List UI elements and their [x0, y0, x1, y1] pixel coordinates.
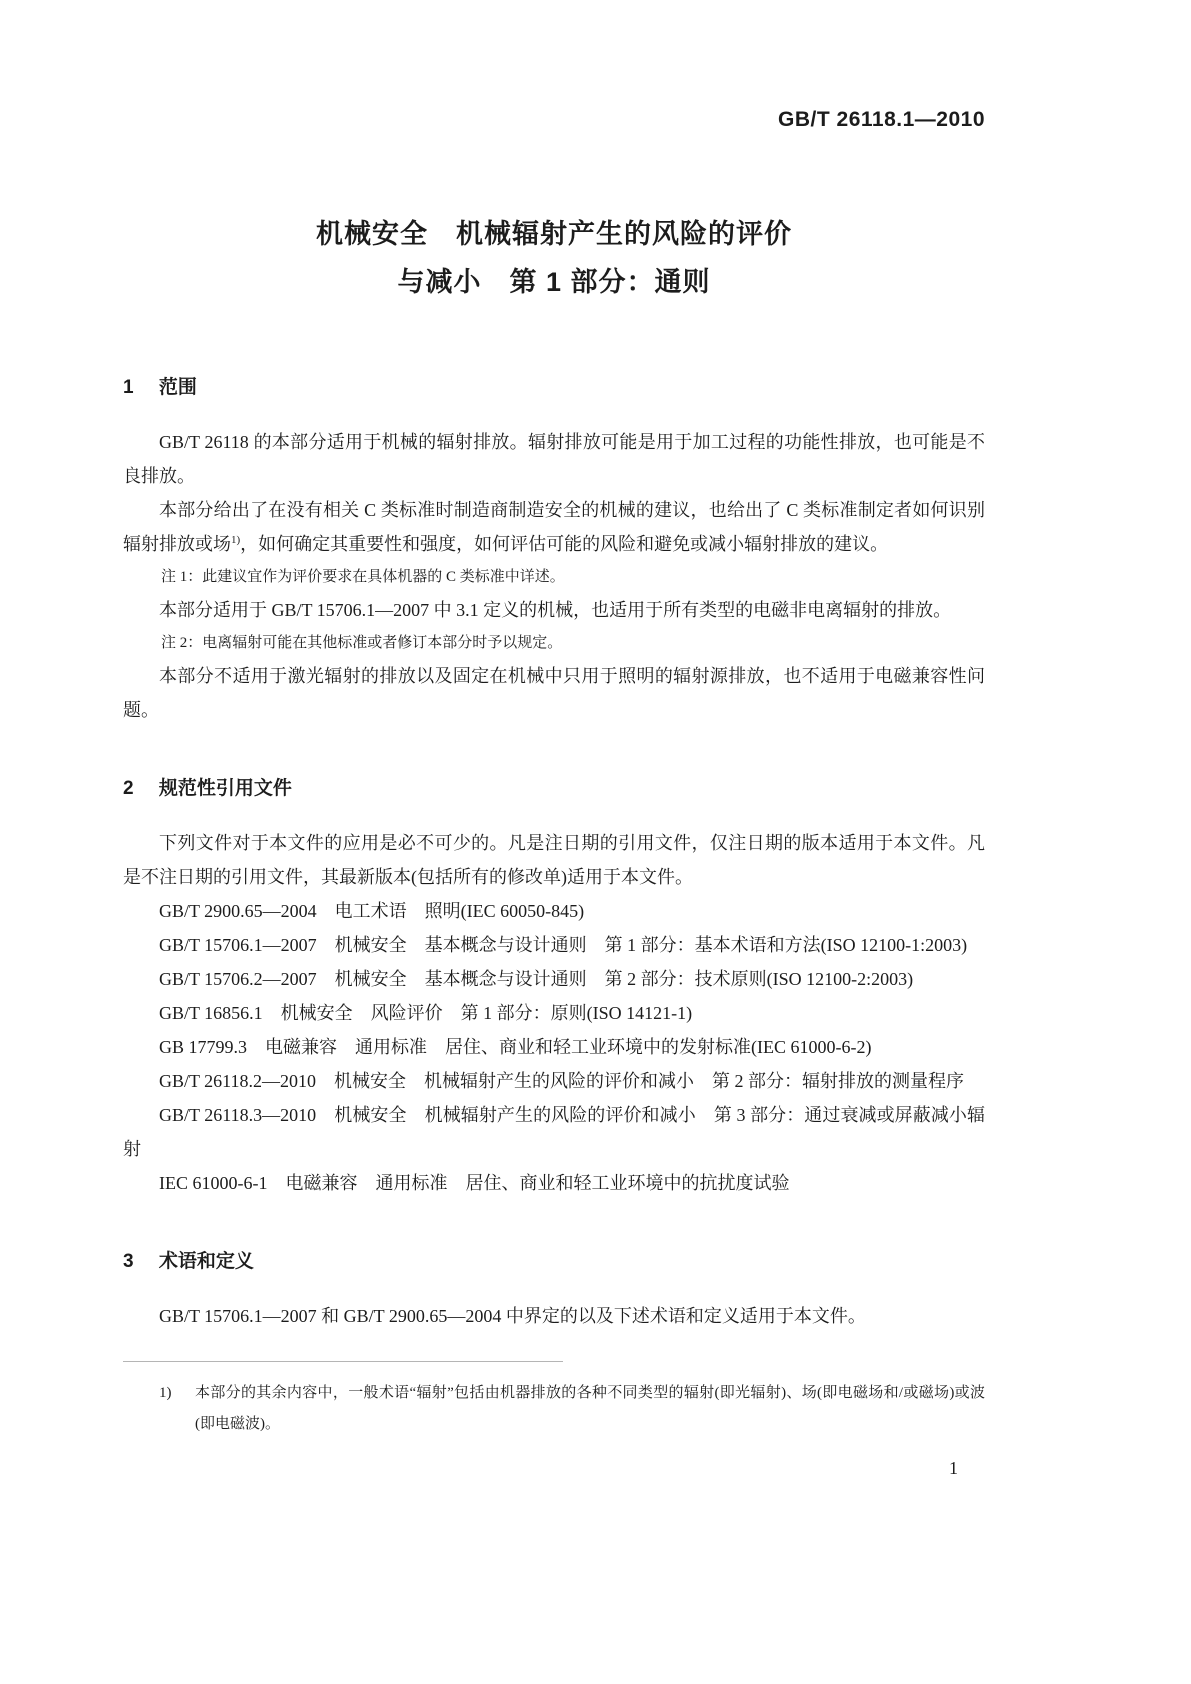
footnote-text: 本部分的其余内容中，一般术语“辐射”包括由机器排放的各种不同类型的辐射(即光辐射)、场(即电磁场和/或磁场)或波(即电磁波)。	[195, 1385, 985, 1432]
title-line-2: 与减小 第 1 部分：通则	[397, 267, 711, 297]
reference-item: GB/T 26118.2—2010 机械安全 机械辐射产生的风险的评价和减小 第 2 部分：辐射排放的测量程序	[159, 1071, 965, 1091]
paragraph: GB/T 15706.1—2007 和 GB/T 2900.65—2004 中界定的以及下述术语和定义适用于本文件。	[159, 1306, 866, 1326]
reference-item: GB/T 26118.3—2010 机械安全 机械辐射产生的风险的评价和减小 第 3 部分：通过衰减或屏蔽减小辐射	[123, 1105, 985, 1159]
footnote-marker: 1)	[159, 1385, 172, 1401]
paragraph: 本部分不适用于激光辐射的排放以及固定在机械中只用于照明的辐射源排放，也不适用于电磁兼容性问题。	[123, 666, 985, 720]
note-1: 注 1：此建议宜作为评价要求在具体机器的 C 类标准中详述。	[161, 569, 565, 585]
section-terms-and-definitions	[123, 1246, 985, 1333]
section-3-heading	[123, 1246, 985, 1273]
paragraph-text: ，如何确定其重要性和强度，如何评估可能的风险和避免或减小辐射排放的建议。	[240, 534, 889, 554]
section-3-title: 术语和定义	[158, 1251, 254, 1272]
section-2-number: 2	[123, 778, 134, 799]
section-scope	[123, 372, 985, 727]
reference-item: GB/T 16856.1 机械安全 风险评价 第 1 部分：原则(ISO 14121-1)	[159, 1003, 693, 1023]
footnote-divider	[123, 1361, 563, 1362]
reference-item: GB 17799.3 电磁兼容 通用标准 居住、商业和轻工业环境中的发射标准(IEC 61000-6-2)	[159, 1037, 872, 1057]
paragraph: 下列文件对于本文件的应用是必不可少的。凡是注日期的引用文件，仅注日期的版本适用于本文件。凡是不注日期的引用文件，其最新版本(包括所有的修改单)适用于本文件。	[123, 833, 985, 887]
document-title	[123, 210, 985, 306]
note-2: 注 2：电离辐射可能在其他标准或者修订本部分时予以规定。	[161, 635, 563, 651]
section-normative-references	[123, 773, 985, 1200]
title-line-1: 机械安全 机械辐射产生的风险的评价	[316, 219, 792, 249]
paragraph: 本部分适用于 GB/T 15706.1—2007 中 3.1 定义的机械，也适用于所有类型的电磁非电离辐射的排放。	[159, 600, 952, 620]
page-number: 1	[949, 1458, 958, 1478]
paragraph: GB/T 26118 的本部分适用于机械的辐射排放。辐射排放可能是用于加工过程的功能性排放，也可能是不良排放。	[123, 432, 985, 486]
footnote-reference-marker: 1)	[231, 534, 241, 546]
standard-number: GB/T 26118.1—2010	[778, 108, 985, 131]
paragraph	[123, 493, 985, 561]
reference-item: GB/T 15706.2—2007 机械安全 基本概念与设计通则 第 2 部分：技术原则(ISO 12100-2:2003)	[159, 969, 914, 989]
paragraph-text: 本部分给出了在没有相关 C 类标准时制造商制造安全的机械的建议，也给出了 C 类标准制定者如何识别辐射排放或场	[123, 500, 985, 554]
reference-item: GB/T 2900.65—2004 电工术语 照明(IEC 60050-845)	[159, 901, 585, 921]
footnote-body	[123, 1378, 985, 1440]
section-1-number: 1	[123, 377, 134, 398]
footnote	[123, 1361, 985, 1440]
section-3-number: 3	[123, 1251, 134, 1272]
section-2-title: 规范性引用文件	[158, 778, 292, 799]
section-1-heading	[123, 372, 985, 399]
reference-item: IEC 61000-6-1 电磁兼容 通用标准 居住、商业和轻工业环境中的抗扰度试验	[159, 1173, 790, 1193]
section-1-title: 范围	[158, 377, 197, 398]
section-2-heading	[123, 773, 985, 800]
reference-item: GB/T 15706.1—2007 机械安全 基本概念与设计通则 第 1 部分：基本术语和方法(ISO 12100-1:2003)	[159, 935, 968, 955]
